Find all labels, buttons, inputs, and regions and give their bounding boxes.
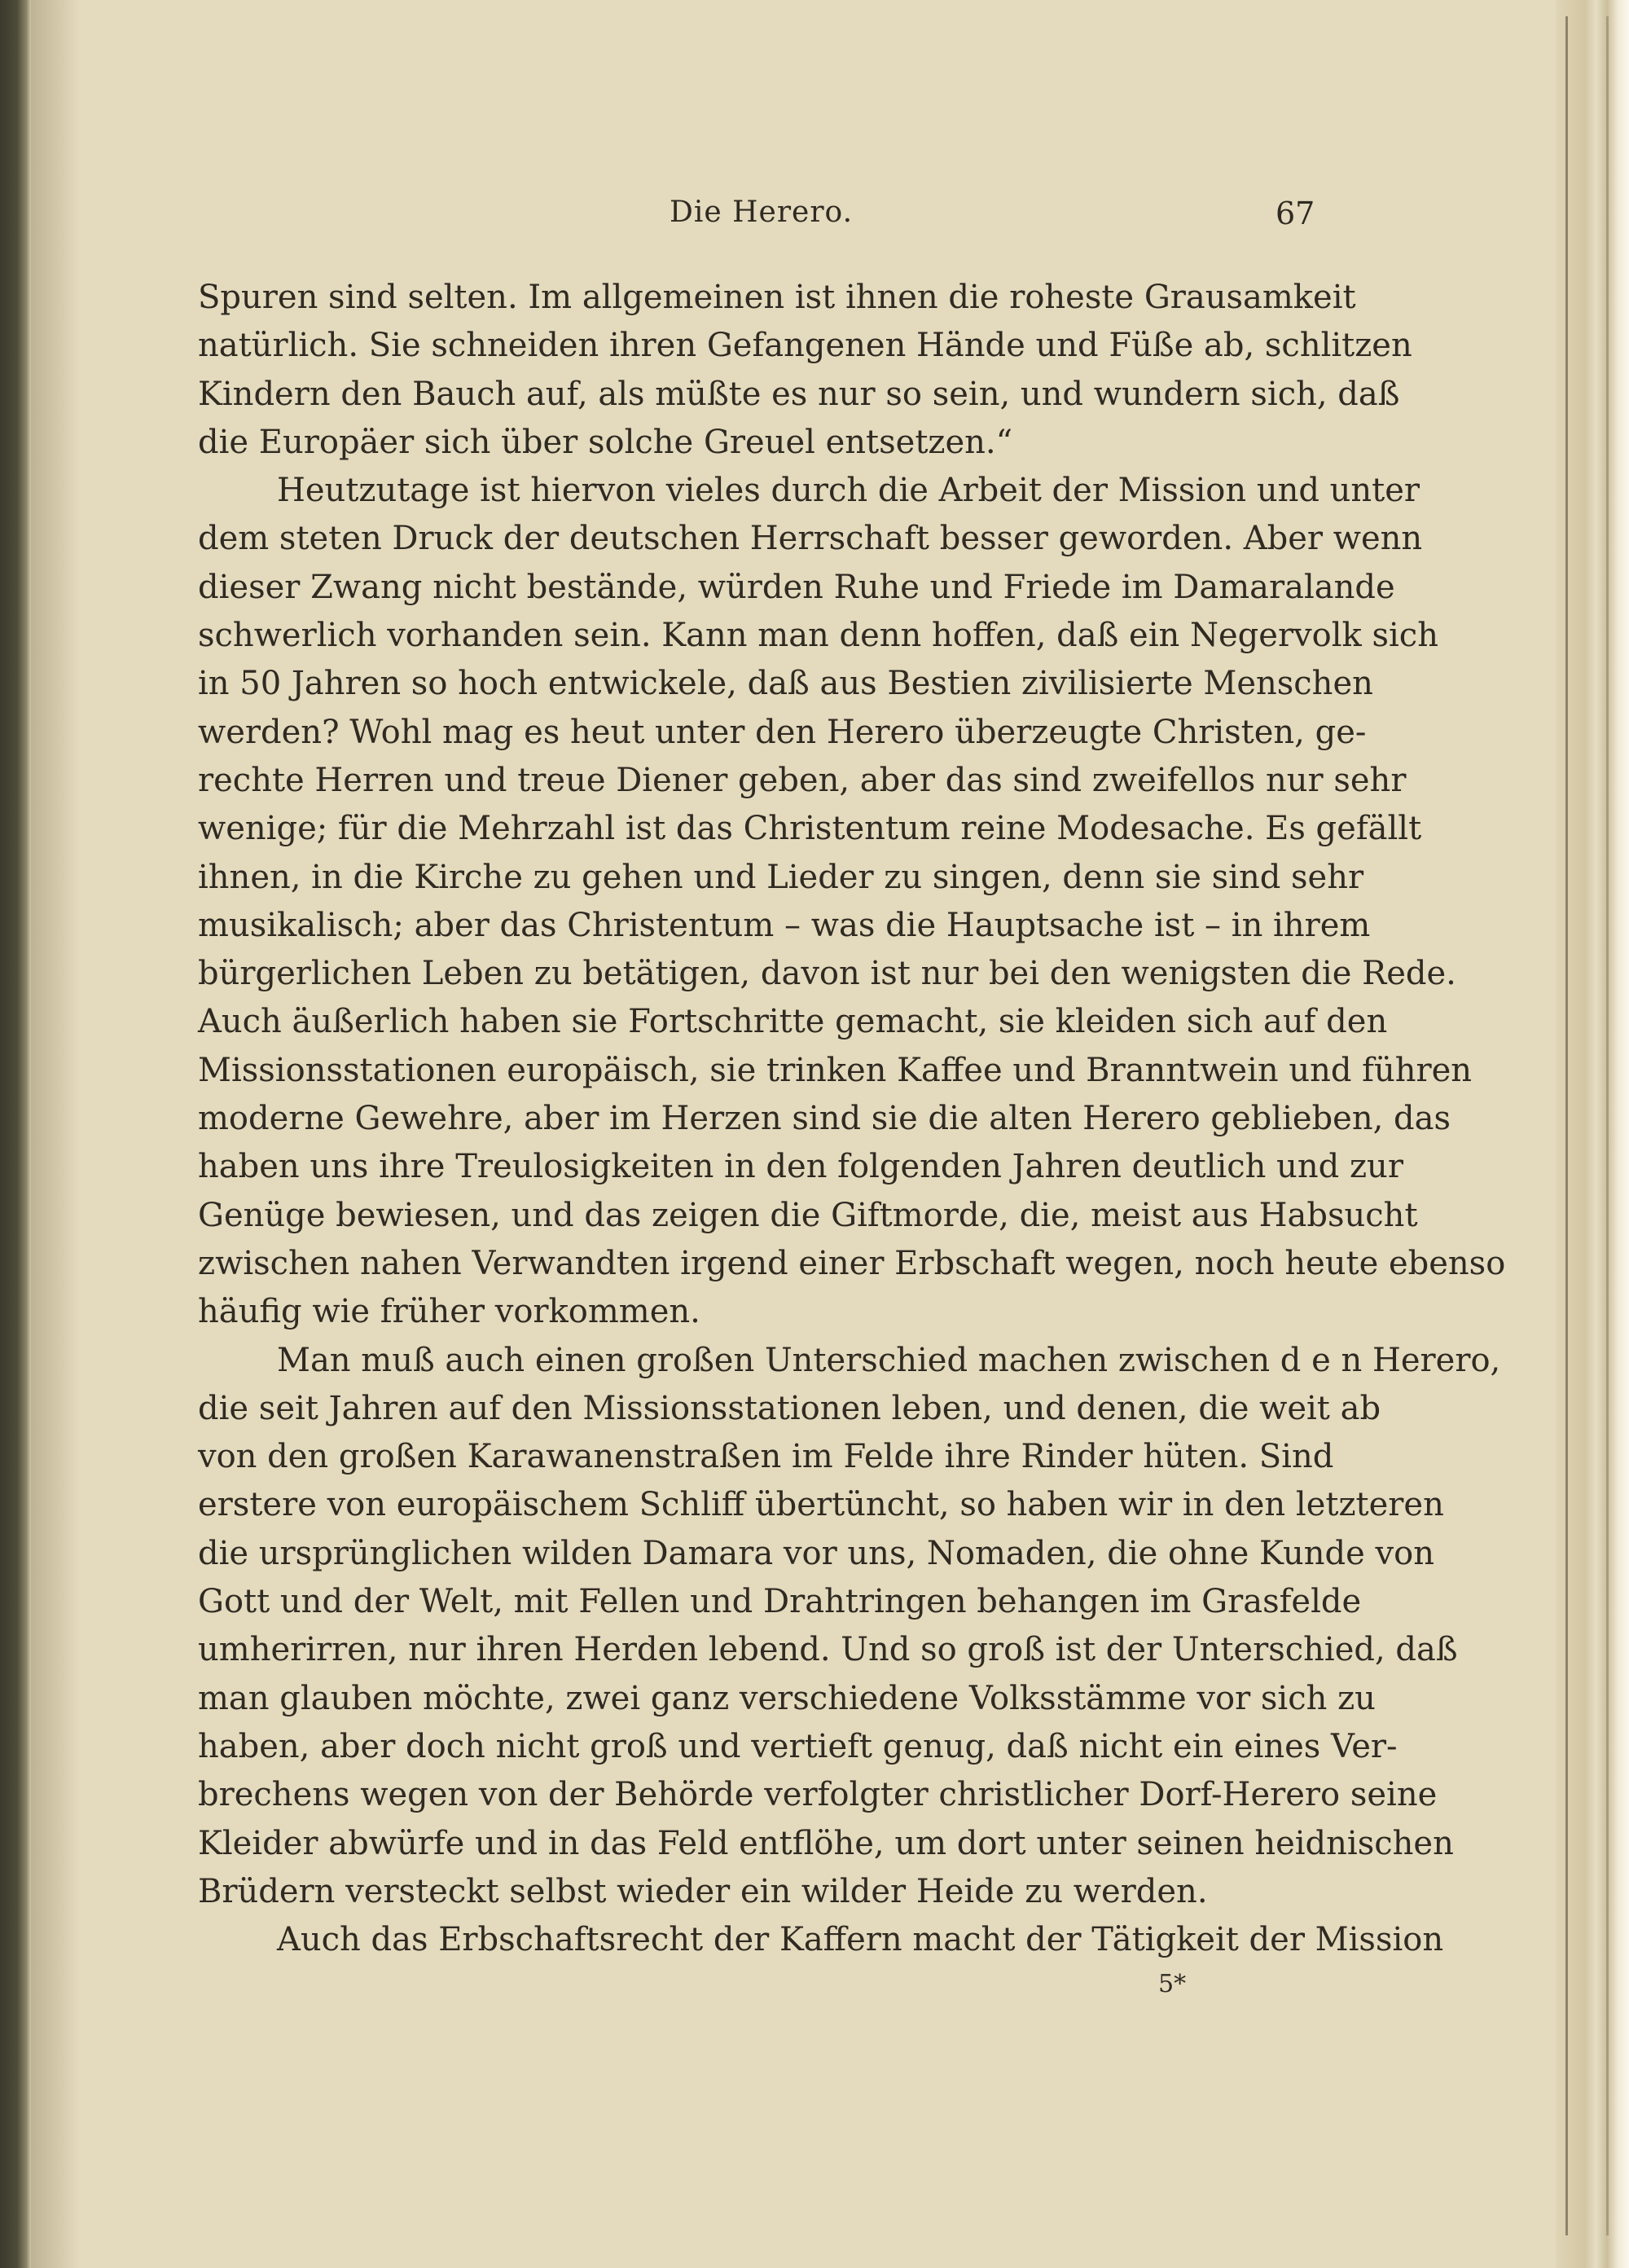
- text-line: haben uns ihre Treulosigkeiten in den folgenden Jahren deutlich und zur: [198, 1148, 1403, 1186]
- text-line: von den großen Karawanenstraßen im Felde ihre Rinder hüten. Sind: [198, 1438, 1334, 1476]
- text-line: brechens wegen von der Behörde verfolgter christlicher Dorf-Herero seine: [198, 1776, 1438, 1814]
- text-line: man glauben möchte, zwei ganz verschiedene Volksstämme vor sich zu: [198, 1679, 1376, 1717]
- text-line: bürgerlichen Leben zu betätigen, davon ist nur bei den wenigsten die Rede.: [198, 955, 1456, 993]
- text-line: werden? Wohl mag es heut unter den Herero überzeugte Christen, ge-: [198, 713, 1367, 751]
- text-line: umherirren, nur ihren Herden lebend. Und so groß ist der Unterschied, daß: [198, 1631, 1458, 1669]
- paragraph: [198, 467, 1506, 1336]
- text-line: die ursprünglichen wilden Damara vor uns, Nomaden, die ohne Kunde von: [198, 1534, 1434, 1572]
- text-line: dieser Zwang nicht bestände, würden Ruhe und Friede im Damaralande: [198, 568, 1395, 606]
- text-line: ihnen, in die Kirche zu gehen und Lieder zu singen, denn sie sind sehr: [198, 858, 1364, 896]
- text-line: wenige; für die Mehrzahl ist das Christentum reine Modesache. Es gefällt: [198, 810, 1422, 848]
- text-line: Genüge bewiesen, und das zeigen die Giftmorde, die, meist aus Habsucht: [198, 1196, 1418, 1234]
- text-line: erstere von europäischem Schliff übertüncht, so haben wir in den letzteren: [198, 1486, 1444, 1524]
- text-line: häufig wie früher vorkommen.: [198, 1293, 700, 1331]
- text-line: in 50 Jahren so hoch entwickele, daß aus Bestien zivilisierte Menschen: [198, 665, 1373, 703]
- text-line: rechte Herren und treue Diener geben, aber das sind zweifellos nur sehr: [198, 761, 1407, 799]
- text-line: zwischen nahen Verwandten irgend einer Erbschaft wegen, noch heute ebenso: [198, 1244, 1506, 1282]
- gutter-shadow: [31, 0, 80, 2268]
- text-line: die seit Jahren auf den Missionsstationen leben, und denen, die weit ab: [198, 1389, 1381, 1427]
- running-head-title: Die Herero.: [670, 196, 854, 229]
- text-line: Gott und der Welt, mit Fellen und Drahtringen behangen im Grasfelde: [198, 1583, 1362, 1621]
- text-line: Auch äußerlich haben sie Fortschritte gemacht, sie kleiden sich auf den: [198, 1003, 1388, 1041]
- text-line: haben, aber doch nicht groß und vertieft genug, daß nicht ein eines Ver-: [198, 1727, 1398, 1765]
- text-line: moderne Gewehre, aber im Herzen sind sie die alten Herero geblieben, das: [198, 1100, 1451, 1138]
- paragraph: [198, 1337, 1501, 1917]
- paragraph: [198, 274, 1412, 467]
- body-text: [198, 274, 1506, 1964]
- text-line: Heutzutage ist hiervon vieles durch die Arbeit der Mission und unter: [277, 472, 1420, 510]
- text-line: schwerlich vorhanden sein. Kann man denn hoffen, daß ein Negervolk sich: [198, 617, 1438, 655]
- text-line: Kleider abwürfe und in das Feld entflöhe, um dort unter seinen heidnischen: [198, 1824, 1454, 1862]
- text-line: die Europäer sich über solche Greuel entsetzen.“: [198, 423, 1013, 461]
- text-line: dem steten Druck der deutschen Herrschaft besser geworden. Aber wenn: [198, 520, 1423, 558]
- book-spine: [0, 0, 31, 2268]
- page-edge-line: [1565, 16, 1568, 2235]
- text-line: Man muß auch einen großen Unterschied machen zwischen d e n Herero,: [277, 1341, 1501, 1379]
- text-line: Brüdern versteckt selbst wieder ein wilder Heide zu werden.: [198, 1872, 1208, 1910]
- page-number: 67: [1276, 196, 1315, 231]
- text-line: Kindern den Bauch auf, als müßte es nur so sein, und wundern sich, daß: [198, 375, 1400, 413]
- text-line: natürlich. Sie schneiden ihren Gefangenen Hände und Füße ab, schlitzen: [198, 327, 1412, 365]
- text-line: Spuren sind selten. Im allgemeinen ist ihnen die roheste Grausamkeit: [198, 279, 1356, 316]
- page-edge-line: [1606, 16, 1609, 2235]
- text-line: Auch das Erbschaftsrecht der Kaffern macht der Tätigkeit der Mission: [277, 1921, 1444, 1959]
- running-head: [0, 196, 1629, 236]
- text-line: musikalisch; aber das Christentum – was die Hauptsache ist – in ihrem: [198, 906, 1371, 944]
- signature-mark: 5*: [1158, 1970, 1187, 1998]
- paragraph: [198, 1916, 1444, 1964]
- page-edges: [1556, 0, 1629, 2268]
- text-line: Missionsstationen europäisch, sie trinken Kaffee und Branntwein und führen: [198, 1051, 1473, 1089]
